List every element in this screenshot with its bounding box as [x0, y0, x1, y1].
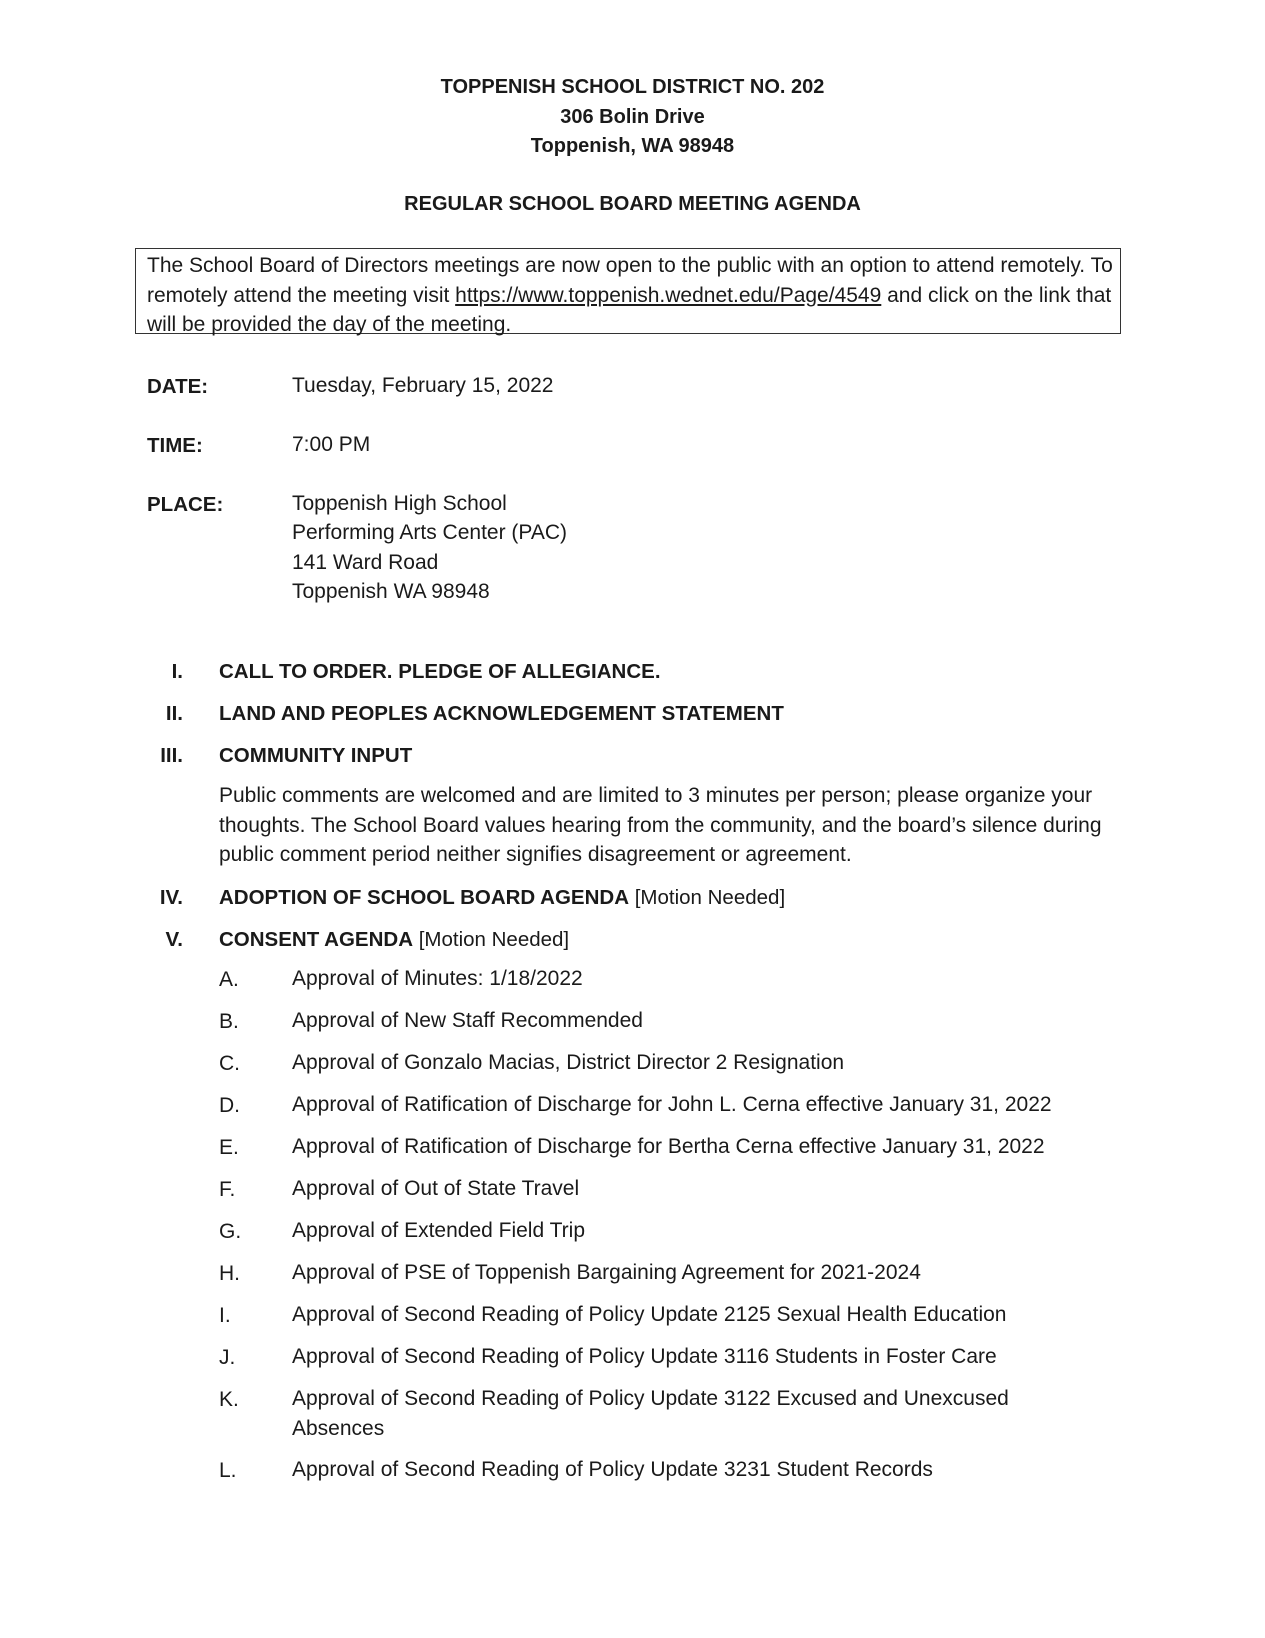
item-title: COMMUNITY INPUT	[219, 744, 413, 767]
consent-item: Approval of Second Reading of Policy Update 3116 Students in Foster Care	[292, 1345, 997, 1368]
district-name: TOPPENISH SCHOOL DISTRICT NO. 202	[440, 76, 825, 98]
date-value: Tuesday, February 15, 2022	[292, 374, 554, 397]
consent-item: Approval of Second Reading of Policy Update 2125 Sexual Health Education	[292, 1303, 1007, 1326]
consent-letter: G.	[219, 1220, 242, 1243]
consent-letter: B.	[219, 1010, 239, 1033]
time-value: 7:00 PM	[292, 433, 371, 456]
consent-item: Approval of Minutes: 1/18/2022	[292, 967, 583, 990]
place-label: PLACE:	[147, 493, 224, 516]
place-line: Toppenish WA 98948	[292, 580, 490, 603]
place-line: 141 Ward Road	[292, 551, 439, 574]
item-title: CALL TO ORDER. PLEDGE OF ALLEGIANCE.	[219, 660, 661, 683]
consent-letter: D.	[219, 1094, 240, 1117]
notice-text-after: and click on the link that will be provided the day of the meeting.	[147, 283, 1112, 336]
motion-needed-note: [Motion Needed]	[413, 928, 570, 951]
item-number: I.	[171, 660, 183, 683]
consent-letter: H.	[219, 1262, 240, 1285]
consent-letter: K.	[219, 1388, 239, 1411]
consent-letter: C.	[219, 1052, 240, 1075]
district-city: Toppenish, WA 98948	[530, 135, 735, 157]
remote-meeting-link[interactable]: https://www.toppenish.wednet.edu/Page/4549	[455, 283, 882, 307]
item-number: IV.	[159, 886, 183, 909]
notice-text-before: The School Board of Directors meetings are now open to the public with an option to attend remotely. To remotely attend the meeting visit	[147, 254, 1113, 307]
consent-letter: A.	[219, 968, 239, 991]
consent-item: Approval of Second Reading of Policy Update 3122 Excused and Unexcused Absences	[292, 1387, 1009, 1440]
consent-letter: I.	[219, 1304, 231, 1327]
consent-item: Approval of Second Reading of Policy Update 3231 Student Records	[292, 1458, 933, 1481]
consent-letter: J.	[219, 1346, 236, 1369]
item-number: V.	[165, 928, 183, 951]
remote-attendance-notice	[135, 248, 1121, 334]
community-input-text: Public comments are welcomed and are limited to 3 minutes per person; please organize your thoughts. The School Board values hearing from the community, and the board’s silence during public comment period neither signifies disagreement or agreement.	[219, 784, 1102, 866]
consent-item: Approval of PSE of Toppenish Bargaining Agreement for 2021-2024	[292, 1261, 921, 1284]
consent-letter: L.	[219, 1459, 237, 1482]
time-label: TIME:	[147, 434, 203, 457]
item-title: ADOPTION OF SCHOOL BOARD AGENDA [Motion Needed]	[219, 886, 786, 909]
district-street: 306 Bolin Drive	[560, 106, 705, 128]
consent-item: Approval of Extended Field Trip	[292, 1219, 585, 1242]
consent-letter: E.	[219, 1136, 239, 1159]
consent-item: Approval of New Staff Recommended	[292, 1009, 643, 1032]
item-title: CONSENT AGENDA [Motion Needed]	[219, 928, 570, 951]
consent-item: Approval of Out of State Travel	[292, 1177, 580, 1200]
place-line: Toppenish High School	[292, 492, 507, 515]
date-label: DATE:	[147, 375, 209, 398]
item-number: II.	[165, 702, 183, 725]
consent-item: Approval of Ratification of Discharge for Bertha Cerna effective January 31, 2022	[292, 1135, 1045, 1158]
item-title: LAND AND PEOPLES ACKNOWLEDGEMENT STATEMENT	[219, 702, 784, 725]
agenda-title: REGULAR SCHOOL BOARD MEETING AGENDA	[404, 193, 861, 215]
place-line: Performing Arts Center (PAC)	[292, 521, 568, 544]
consent-item: Approval of Ratification of Discharge for John L. Cerna effective January 31, 2022	[292, 1093, 1052, 1116]
consent-letter: F.	[219, 1178, 236, 1201]
item-number: III.	[160, 744, 183, 767]
motion-needed-note: [Motion Needed]	[629, 886, 786, 909]
consent-item: Approval of Gonzalo Macias, District Director 2 Resignation	[292, 1051, 845, 1074]
